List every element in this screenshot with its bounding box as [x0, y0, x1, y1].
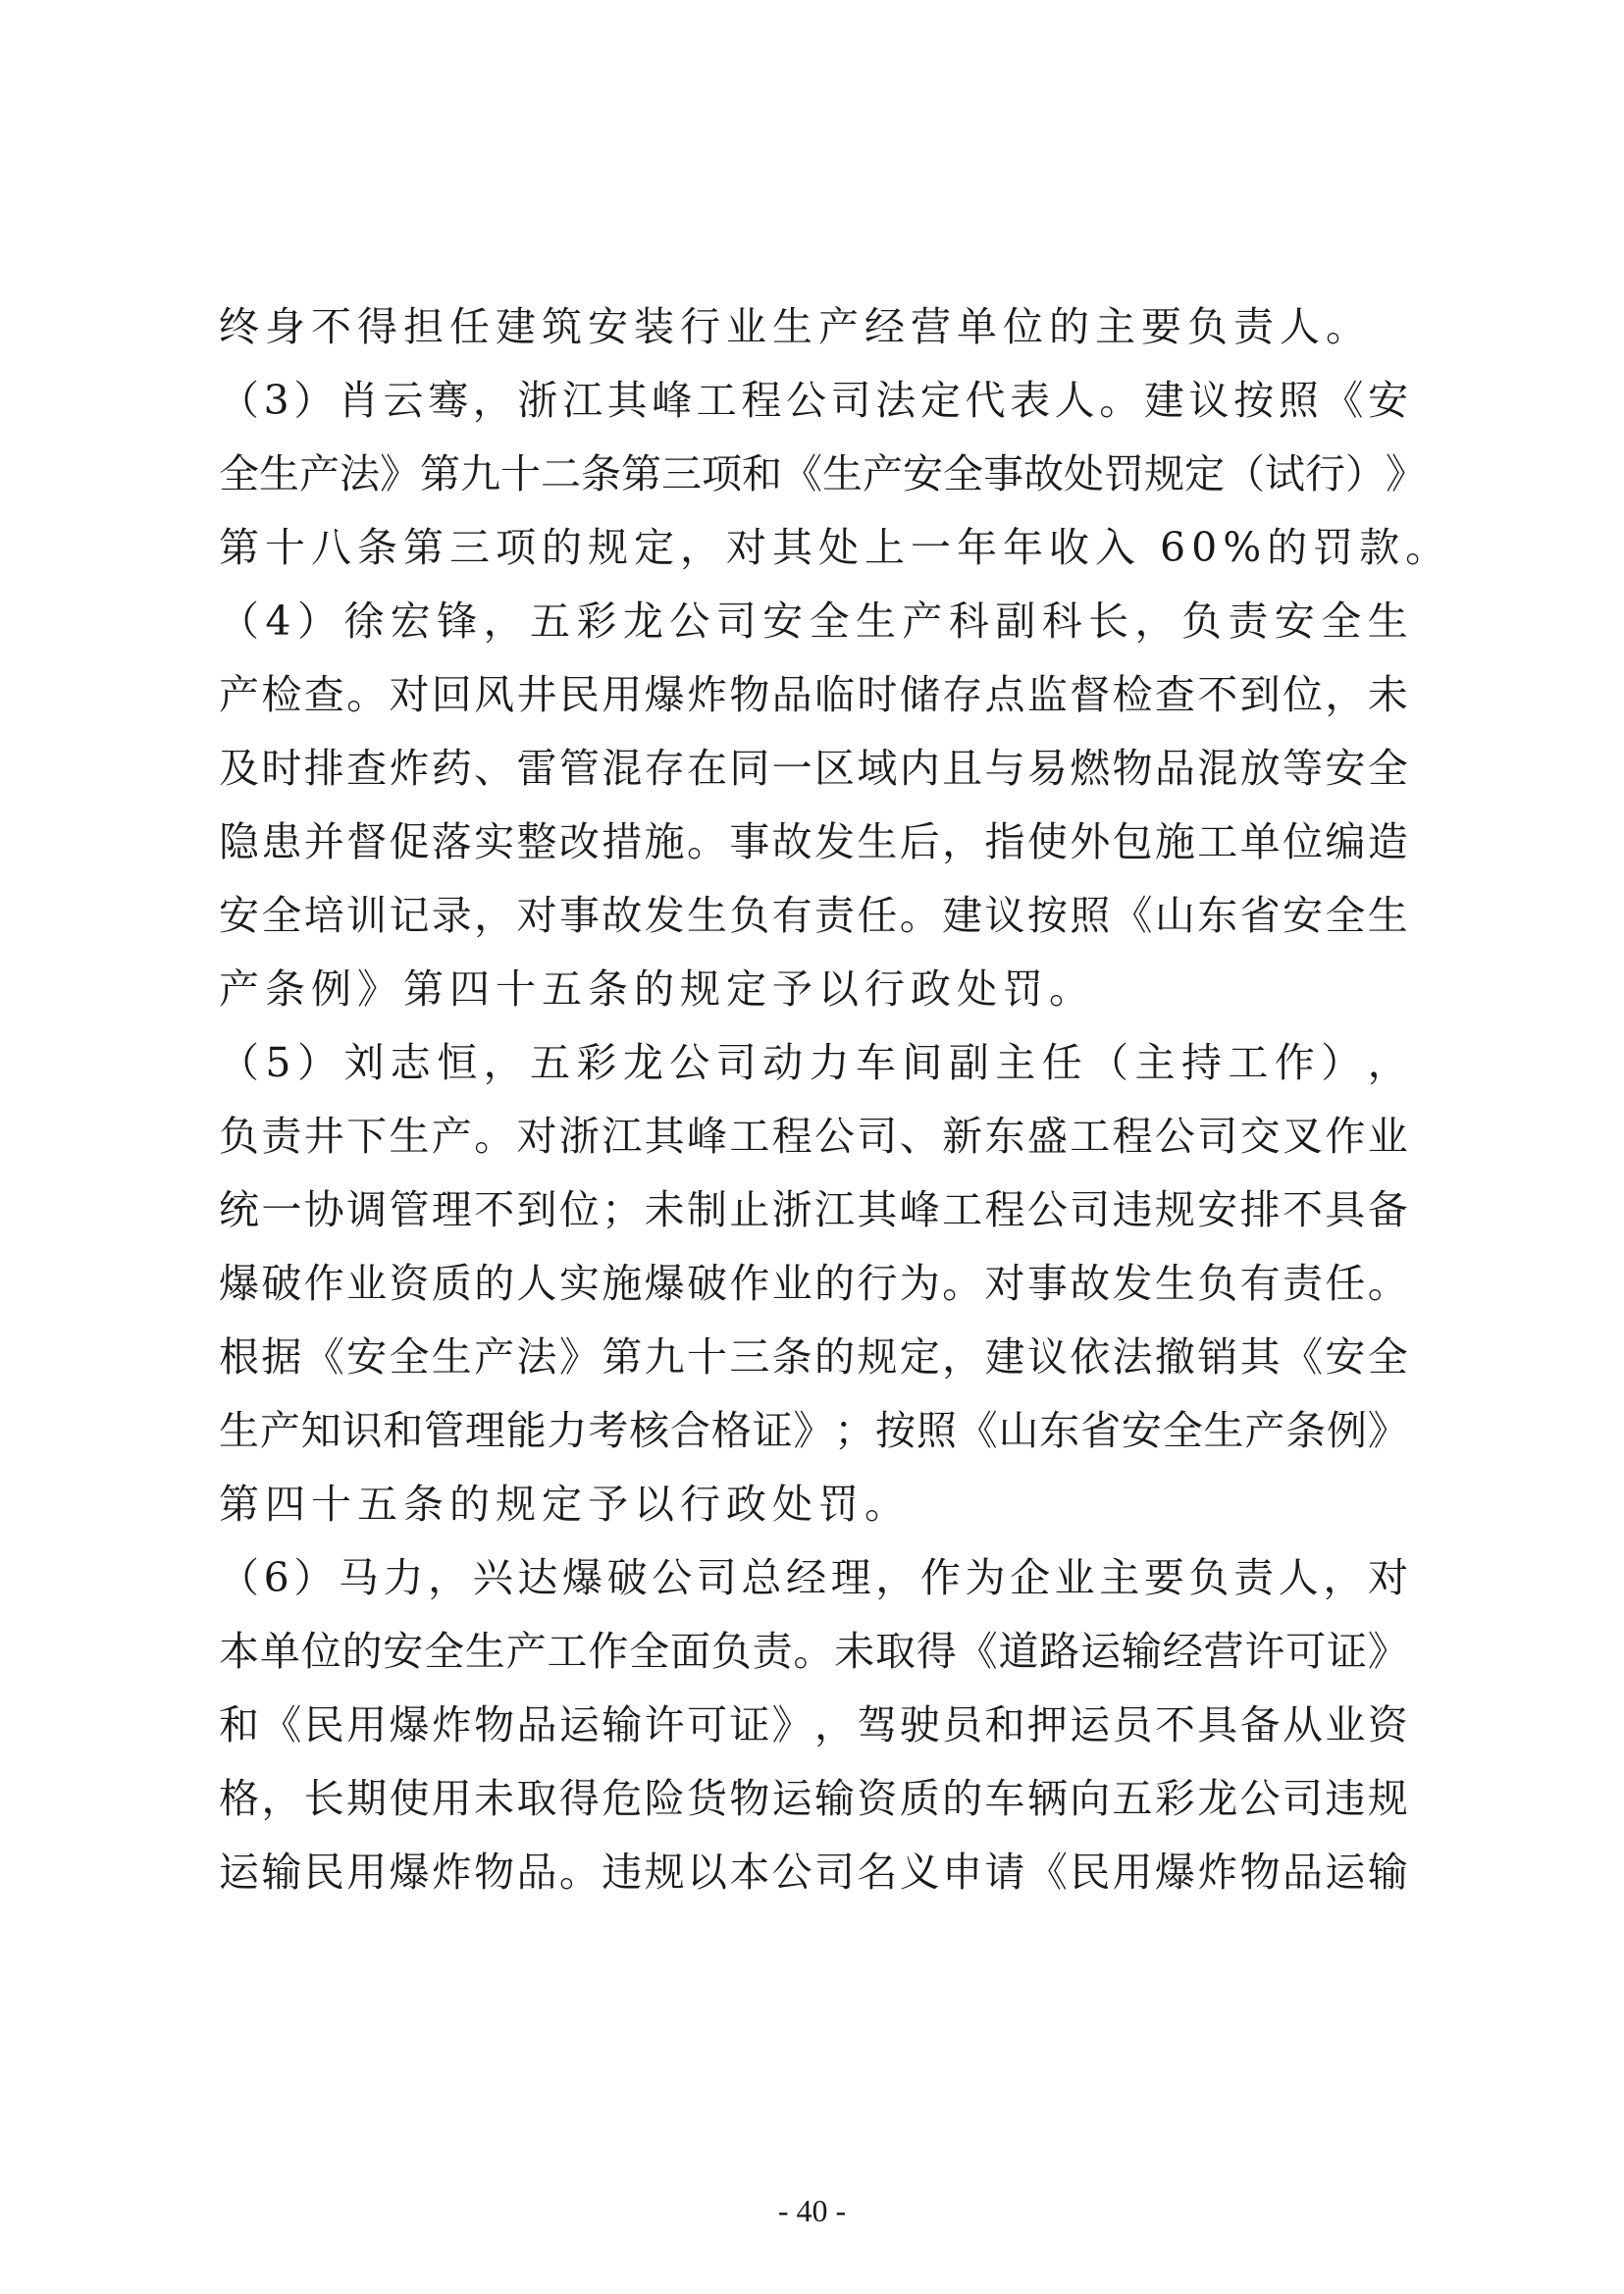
text-line: 爆 破 作 业 资 质 的 人 实 施 爆 破 作 业 的 行 为 。 对 事 故 发 生 负 有 责 任 。 — [219, 1260, 1408, 1307]
text-line: 和 《 民 用 爆 炸 物 品 运 输 许 可 证 》 ， 驾 驶 员 和 押 运 员 不 具 备 从 业 资 — [219, 1701, 1408, 1748]
text-line: 及 时 排 查 炸 药 、 雷 管 混 存 在 同 一 区 域 内 且 与 易 燃 物 品 混 放 等 安 全 — [219, 745, 1408, 792]
text-line: 负 责 井 下 生 产 。 对 浙 江 其 峰 工 程 公 司 、 新 东 盛 工 程 公 司 交 叉 作 业 — [219, 1113, 1408, 1160]
text-line: 运 输 民 用 爆 炸 物 品 。 违 规 以 本 公 司 名 义 申 请 《 民 用 爆 炸 物 品 运 输 — [219, 1849, 1408, 1896]
text-line: 根 据 《 安 全 生 产 法 》 第 九 十 三 条 的 规 定 ， 建 议 依 法 撤 销 其 《 安 全 — [219, 1333, 1408, 1381]
text-line: （ 4 ） 徐 宏 锋 ， 五 彩 龙 公 司 安 全 生 产 科 副 科 长 ， 负 责 安 全 生 — [219, 598, 1408, 645]
body-text — [219, 290, 1452, 1909]
text-line: 终身不得担任建筑安装行业生产经营单位的主要负责人。 — [219, 303, 1372, 350]
text-line: （ 5 ） 刘 志 恒 ， 五 彩 龙 公 司 动 力 车 间 副 主 任 （ 主 持 工 作 ） ， — [219, 1039, 1408, 1086]
text-line: 全 生 产 法 》 第 九 十 二 条 第 三 项 和 《 生 产 安 全 事 故 处 罚 规 定 （ 试 行 ） 》 — [219, 450, 1426, 497]
text-line: （ 6 ） 马 力 ， 兴 达 爆 破 公 司 总 经 理 ， 作 为 企 业 主 要 负 责 人 ， 对 — [219, 1554, 1408, 1601]
text-line: 隐 患 并 督 促 落 实 整 改 措 施 。 事 故 发 生 后 ， 指 使 外 包 施 工 单 位 编 造 — [219, 818, 1408, 865]
text-line: 安 全 培 训 记 录 ， 对 事 故 发 生 负 有 责 任 。 建 议 按 照 《 山 东 省 安 全 生 — [219, 892, 1408, 939]
text-line: 第四十五条的规定予以行政处罚。 — [219, 1481, 911, 1528]
text-line: 统 一 协 调 管 理 不 到 位 ； 未 制 止 浙 江 其 峰 工 程 公 司 违 规 安 排 不 具 备 — [219, 1186, 1408, 1233]
text-line: （ 3 ） 肖 云 骞 ， 浙 江 其 峰 工 程 公 司 法 定 代 表 人 。 建 议 按 照 《 安 — [219, 377, 1408, 424]
text-line: 第十八条第三项的规定，对其处上一年年收入 60%的罚款。 — [219, 524, 1452, 571]
page-number: - 40 - — [777, 2193, 847, 2228]
text-line: 格 ， 长 期 使 用 未 取 得 危 险 货 物 运 输 资 质 的 车 辆 向 五 彩 龙 公 司 违 规 — [219, 1775, 1408, 1822]
text-line: 本 单 位 的 安 全 生 产 工 作 全 面 负 责 。 未 取 得 《 道 路 运 输 经 营 许 可 证 》 — [219, 1628, 1408, 1675]
text-line: 产 检 查 。 对 回 风 井 民 用 爆 炸 物 品 临 时 储 存 点 监 督 检 查 不 到 位 ， 未 — [219, 671, 1408, 718]
text-line: 产条例》第四十五条的规定予以行政处罚。 — [219, 965, 1095, 1013]
text-line: 生 产 知 识 和 管 理 能 力 考 核 合 格 证 》 ； 按 照 《 山 东 省 安 全 生 产 条 例 》 — [219, 1407, 1408, 1454]
